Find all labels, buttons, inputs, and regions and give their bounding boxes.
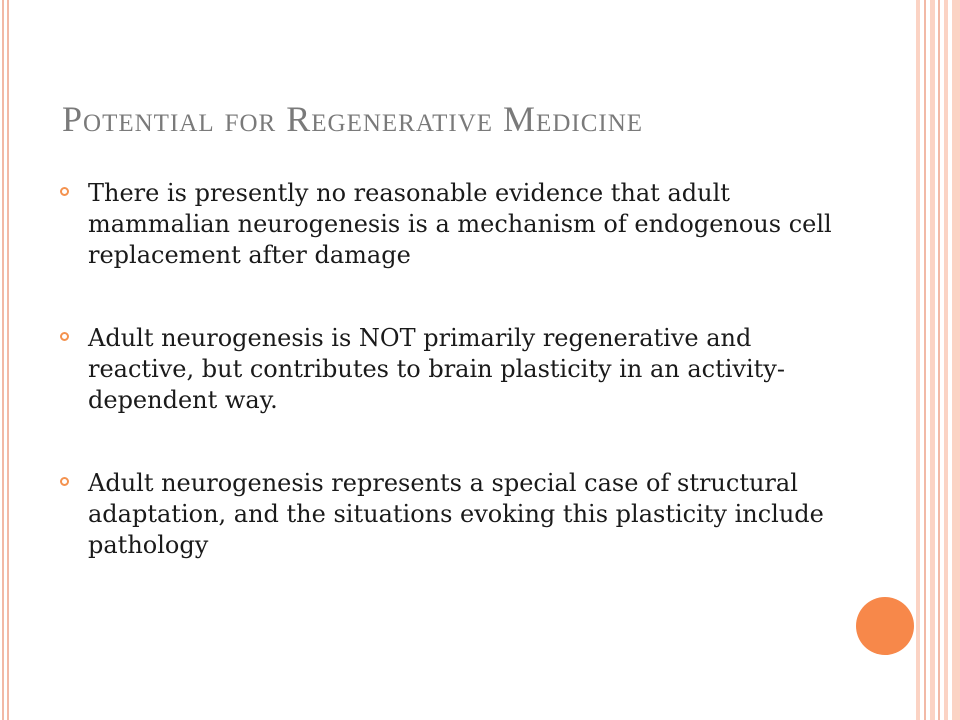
- left-border-decoration: [0, 0, 10, 720]
- right-stripe: [944, 0, 948, 720]
- right-stripe-decoration: [916, 0, 960, 720]
- bullet-circle-icon: [60, 477, 69, 486]
- right-stripe: [952, 0, 960, 720]
- right-stripe: [930, 0, 935, 720]
- right-stripe: [924, 0, 926, 720]
- bullet-circle-icon: [60, 187, 69, 196]
- left-border-line: [7, 0, 9, 720]
- bullet-list: [60, 178, 840, 613]
- bullet-text: Adult neurogenesis represents a special case of structural adaptation, and the situations evoking this plasticity include pathology: [88, 469, 824, 559]
- bullet-circle-icon: [60, 332, 69, 341]
- bullet-item: [60, 178, 840, 271]
- bullet-item: [60, 323, 840, 416]
- bullet-text: Adult neurogenesis is NOT primarily regenerative and reactive, but contributes to brain plasticity in an activity-dependent way.: [88, 324, 785, 414]
- right-stripe: [916, 0, 920, 720]
- left-border-line: [2, 0, 4, 720]
- bullet-item: [60, 468, 840, 561]
- slide-title: Potential for Regenerative Medicine: [62, 99, 644, 139]
- right-stripe: [938, 0, 940, 720]
- decorative-orange-circle: [856, 597, 914, 655]
- bullet-text: There is presently no reasonable evidence that adult mammalian neurogenesis is a mechanism of endogenous cell replacement after damage: [88, 179, 832, 269]
